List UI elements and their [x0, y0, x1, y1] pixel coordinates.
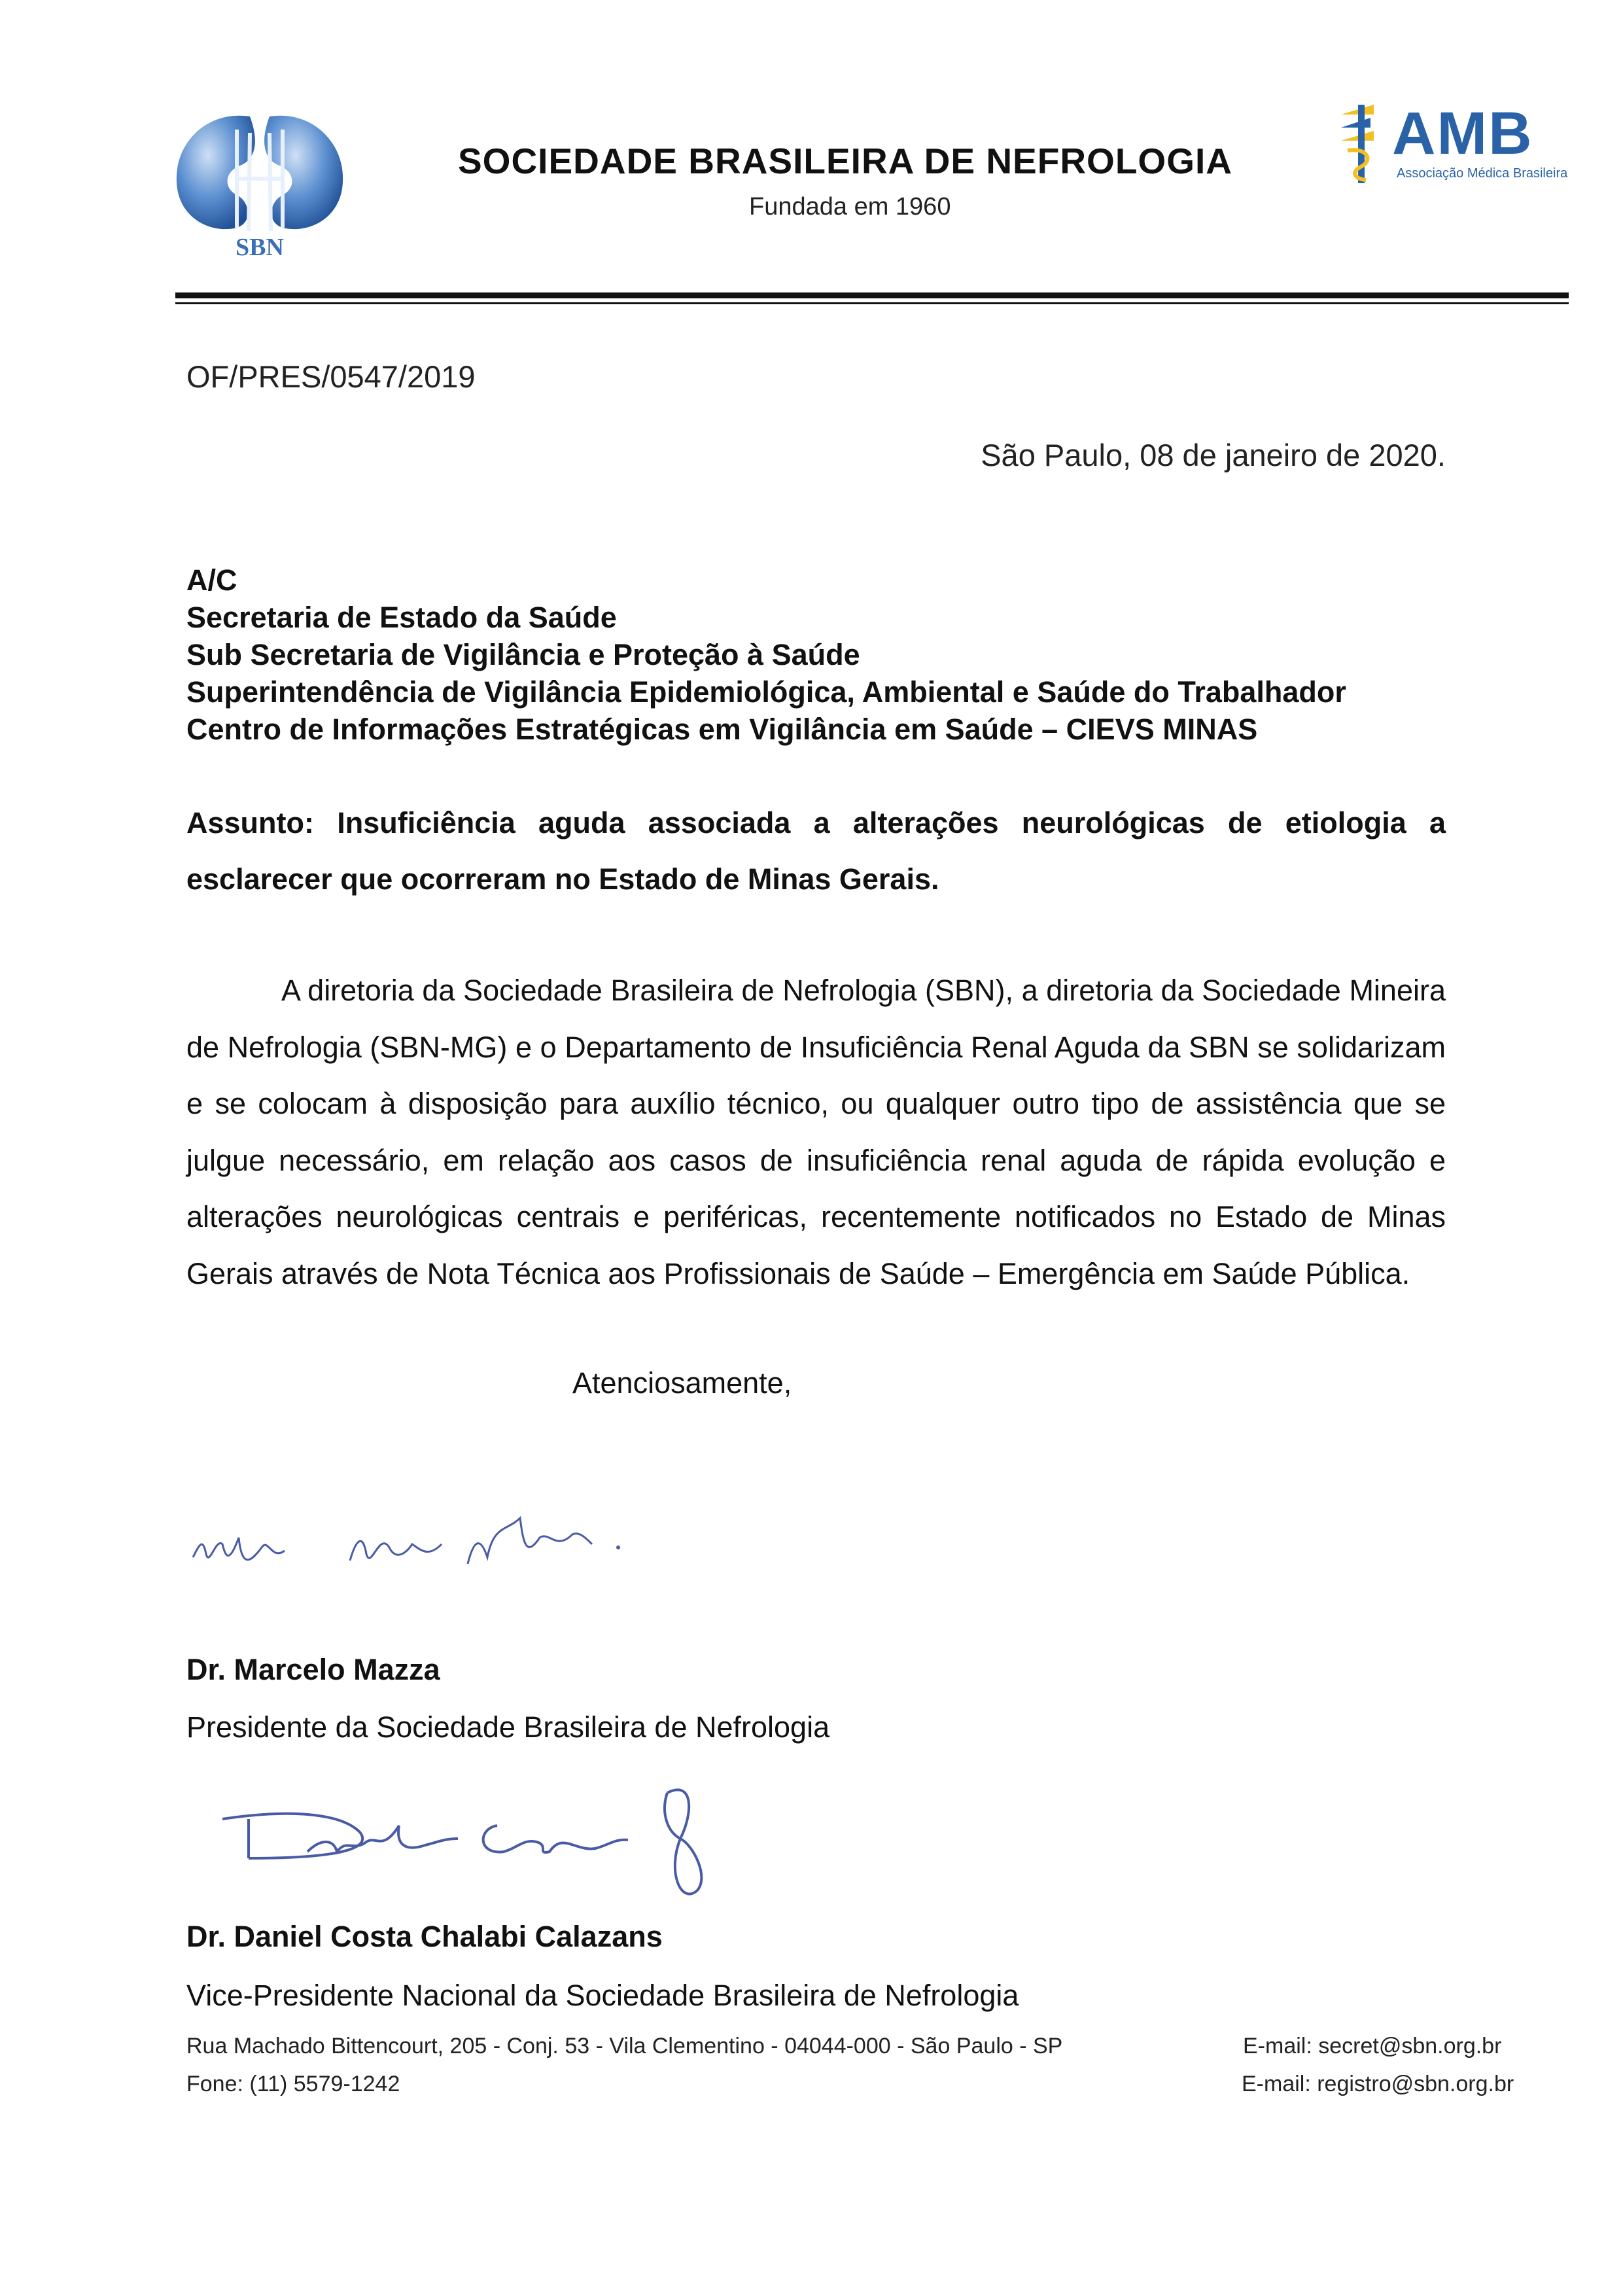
amb-logo-subtext: Associação Médica Brasileira: [1397, 166, 1568, 181]
signature-marcelo-mazza: [186, 1498, 644, 1590]
footer-phone: Fone: (11) 5579-1242: [186, 2072, 400, 2096]
org-name: SOCIEDADE BRASILEIRA DE NEFROLOGIA: [458, 141, 1232, 181]
amb-logo: [1335, 98, 1568, 190]
addressee-line: Superintendência de Vigilância Epidemiológica, Ambiental e Saúde do Trabalhador: [186, 675, 1346, 709]
subject-line: Assunto: Insuficiência aguda associada a alterações neurológicas de etiologia a esclarecer que ocorreram no Estado de Minas Gerais.: [186, 806, 1446, 896]
body-text: A diretoria da Sociedade Brasileira de Nefrologia (SBN), a diretoria da Sociedade Mineira de Nefrologia (SBN-MG) e o Departamento de Insuficiência Renal Aguda da SBN se solidarizam e se colocam à disposição para auxílio técnico, ou qualquer outro tipo de assistência que se julgue necessário, em relação aos casos de insuficiência renal aguda de rápida evolução e alterações neurológicas centrais e periféricas, recentemente notificados no Estado de Minas Gerais através de Nota Técnica aos Profissionais de Saúde – Emergência em Saúde Pública.: [186, 974, 1446, 1290]
signature-daniel-calazans: [209, 1767, 765, 1911]
reference-number: OF/PRES/0547/2019: [186, 359, 476, 394]
body-paragraph: [186, 963, 1446, 1302]
founded-line: Fundada em 1960: [749, 193, 951, 221]
signatory-title: Vice-Presidente Nacional da Sociedade Brasileira de Nefrologia: [186, 1979, 1019, 2012]
addressee-line: Secretaria de Estado da Saúde: [186, 601, 617, 634]
closing: Atenciosamente,: [572, 1366, 792, 1400]
addressee-line: Sub Secretaria de Vigilância e Proteção à Saúde: [186, 638, 860, 671]
amb-logo-text: AMB: [1392, 100, 1533, 167]
signatory-title: Presidente da Sociedade Brasileira de Nefrologia: [186, 1710, 830, 1744]
addressee-block: [186, 561, 1346, 748]
signatory-name: Dr. Daniel Costa Chalabi Calazans: [186, 1920, 663, 1953]
addressee-line: A/C: [186, 563, 237, 597]
sbn-logo: [171, 103, 348, 267]
header-rule: [175, 292, 1569, 298]
amb-logo-icon: [1335, 101, 1393, 186]
addressee-line: Centro de Informações Estratégicas em Vigilância em Saúde – CIEVS MINAS: [186, 713, 1258, 746]
footer-address: Rua Machado Bittencourt, 205 - Conj. 53 - Vila Clementino - 04044-000 - São Paulo - SP: [186, 2034, 1063, 2058]
footer-email-secret: E-mail: secret@sbn.org.br: [1243, 2034, 1502, 2058]
footer-email-registro: E-mail: registro@sbn.org.br: [1242, 2072, 1514, 2096]
header-rule-thin: [175, 302, 1569, 304]
sbn-logo-text: SBN: [236, 234, 284, 261]
date-line: São Paulo, 08 de janeiro de 2020.: [981, 438, 1446, 472]
signatory-name: Dr. Marcelo Mazza: [186, 1653, 440, 1686]
